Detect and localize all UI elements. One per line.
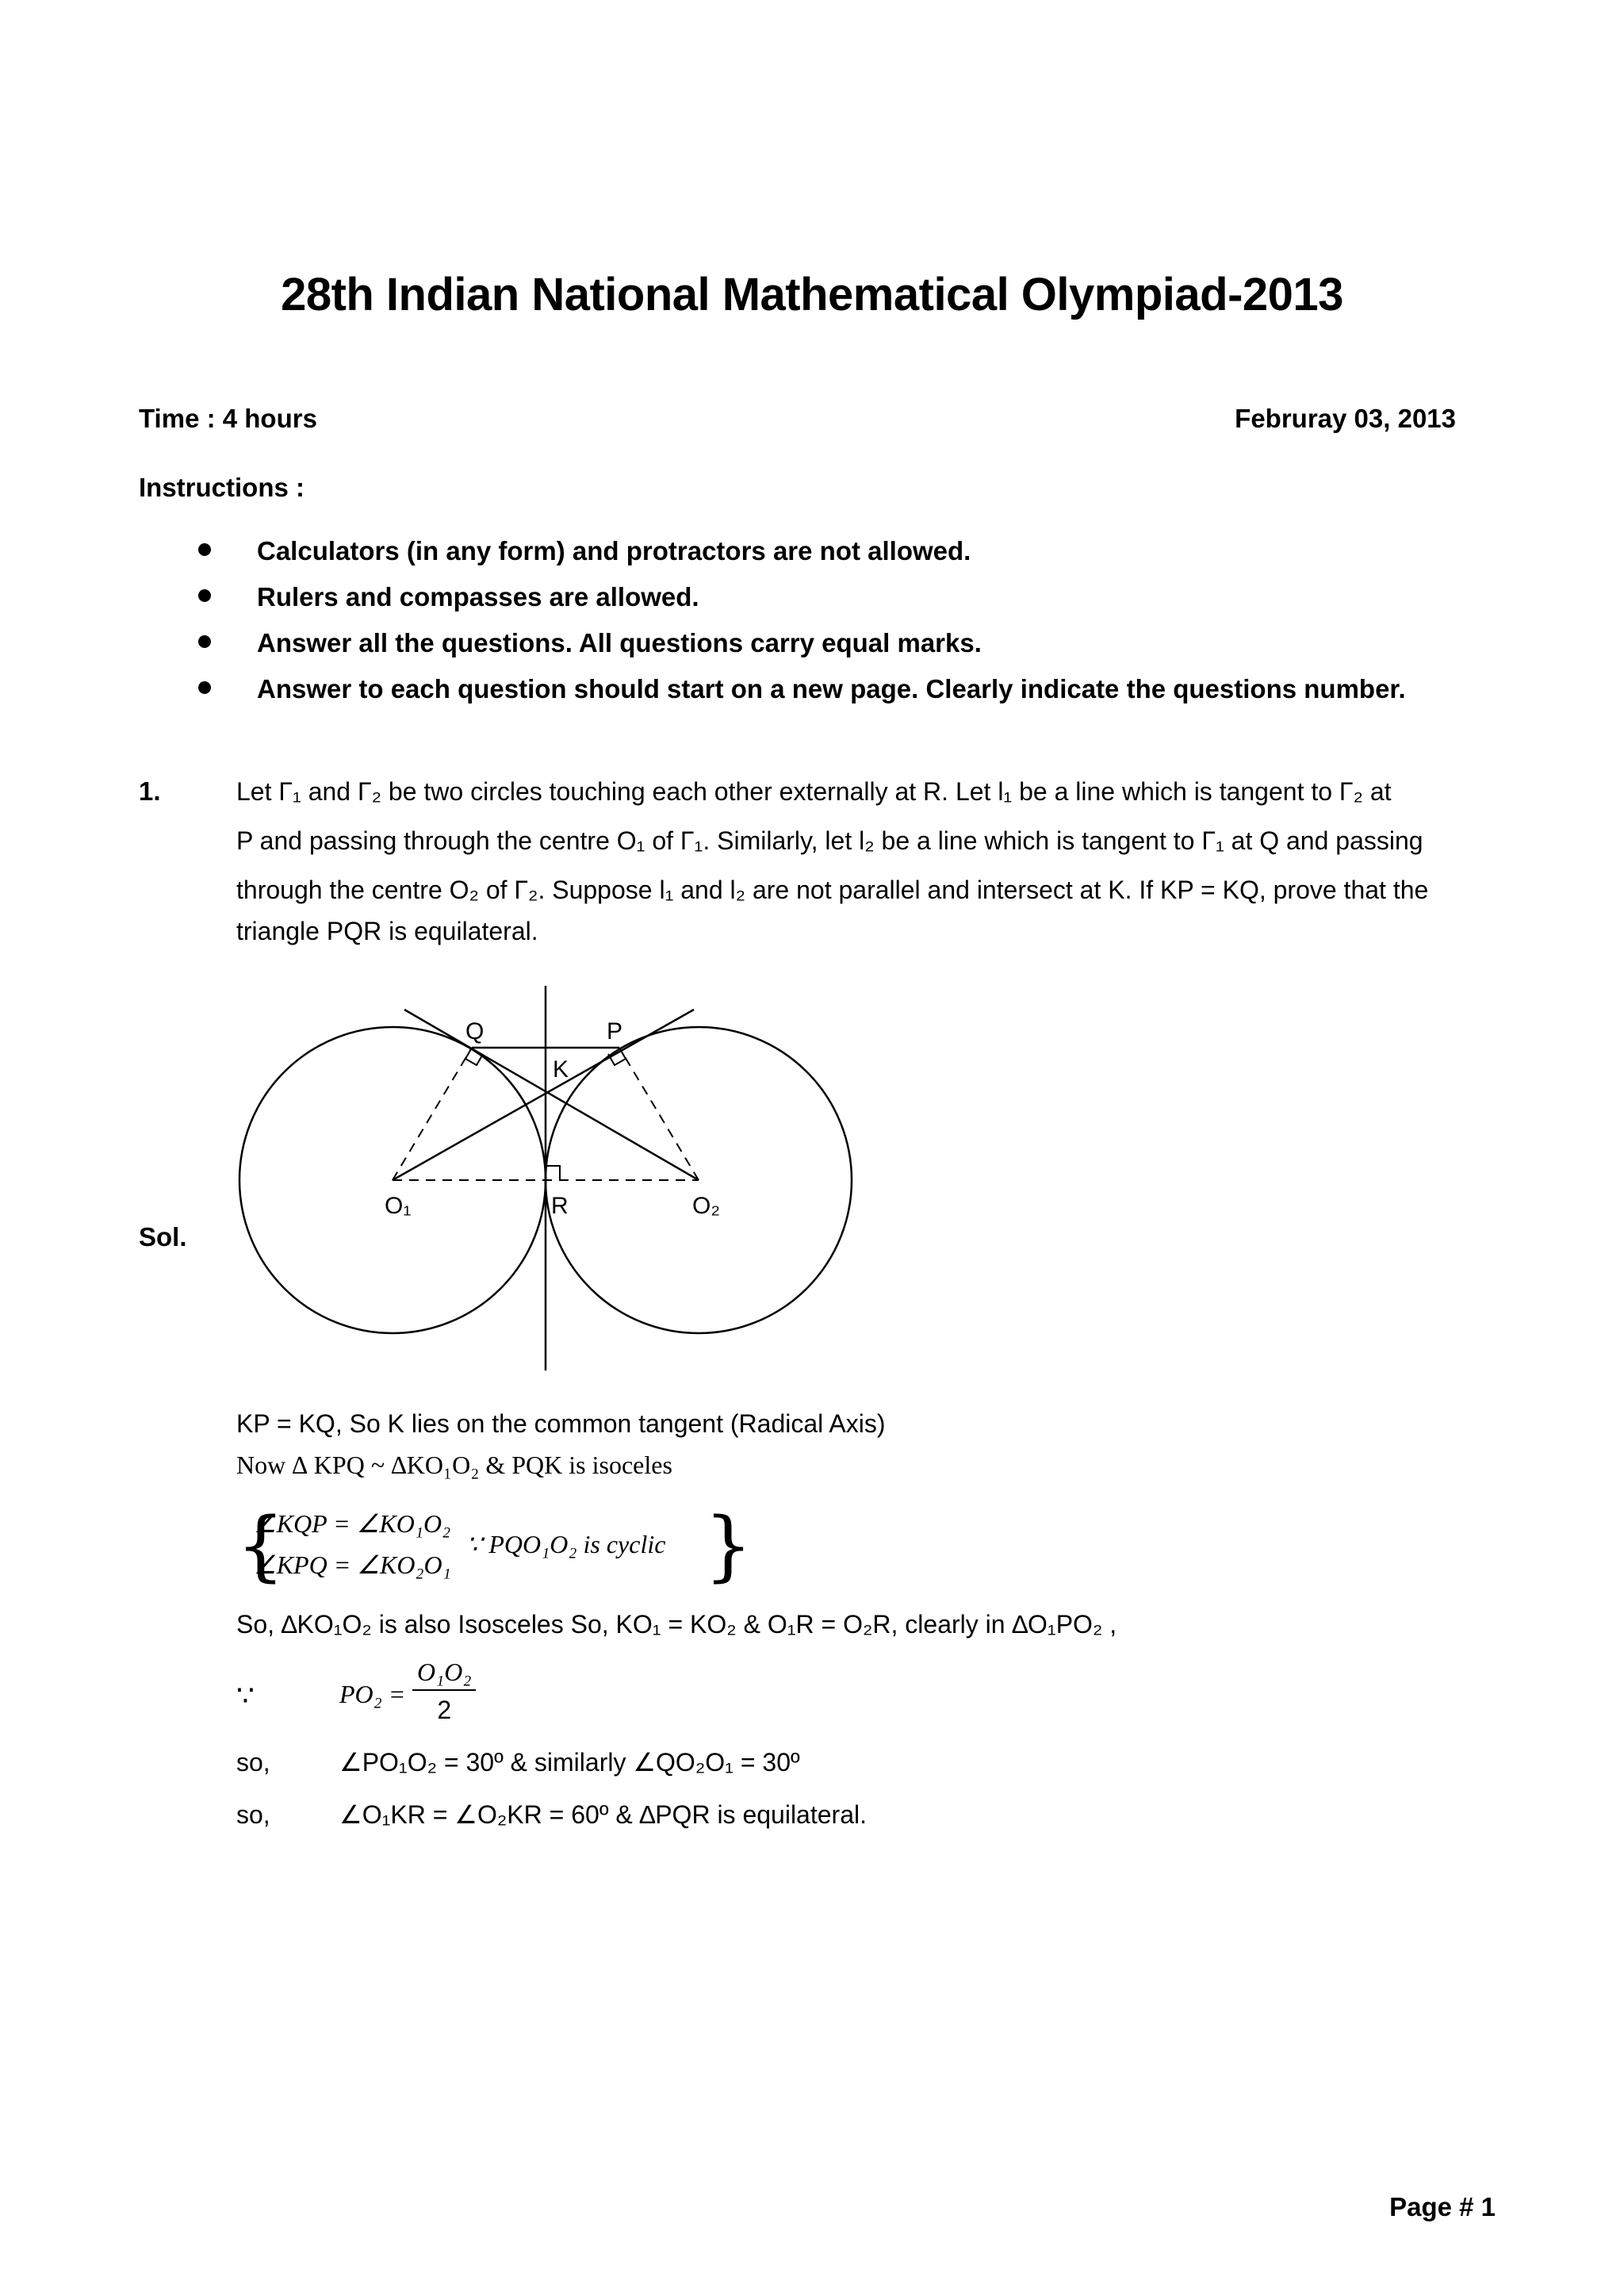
system-right: ∵ PQO₁O₂ is cyclic [466,1530,666,1558]
exam-date: Februray 03, 2013 [1235,404,1456,433]
because-symbol: ∵ [236,1679,255,1711]
geometry-figure [234,982,868,1378]
problem-line-4: triangle PQR is equilateral. [236,917,538,945]
so-line-1: ∠PO₁O₂ = 30º & similarly ∠QO₂O₁ = 30º [339,1748,800,1777]
right-brace: } [704,1501,753,1590]
so-line-2: ∠O₁KR = ∠O₂KR = 60º & ∆PQR is equilateral. [339,1800,867,1829]
dashed-o1-q [393,1048,472,1180]
solution-line-3: So, ∆KO₁O₂ is also Isosceles So, KO₁ = KO₂ & O₁R = O₂R, clearly in ∆O₁PO₂ , [236,1610,1117,1639]
instructions-heading: Instructions : [139,473,305,502]
fraction [412,1656,476,1726]
label-k: K [553,1056,569,1083]
right-angle-mark-r [546,1166,560,1180]
problem-number: 1. [139,776,161,806]
instruction-text: Calculators (in any form) and protractors are not allowed. [257,536,971,565]
fraction-numerator: O₁O₂ [412,1656,476,1691]
label-q: Q [465,1018,485,1045]
bullet-icon [198,681,211,694]
instruction-text: Answer all the questions. All questions carry equal marks. [257,628,982,657]
list-item [190,581,1554,627]
left-brace: { [236,1501,285,1590]
label-o2: O₂ [692,1193,720,1219]
page-title: 28th Indian National Mathematical Olympiad-2013 [281,269,1343,320]
bullet-icon [198,635,211,648]
bullet-icon [198,589,211,602]
page-number: Page # 1 [1389,2192,1496,2221]
exam-time: Time : 4 hours [139,404,317,433]
fraction-denominator: 2 [437,1696,452,1724]
problem-line-3: through the centre O₂ of Γ₂. Suppose l₁ and l₂ are not parallel and intersect at K. If KP = KQ, prove that the [236,876,1429,904]
fraction-o1o2-over-2 [412,1656,476,1726]
list-item [190,627,1554,673]
instruction-text: Rulers and compasses are allowed. [257,582,699,611]
dashed-o2-p [619,1048,699,1180]
equation-system [236,1501,753,1596]
list-item [190,673,1554,719]
instruction-text: Answer to each question should start on a new page. Clearly indicate the questions number. [257,674,1406,703]
list-item [190,535,1554,581]
system-top: ∠KQP = ∠KO₁O₂ [254,1509,451,1538]
solution-line-1: KP = KQ, So K lies on the common tangent (Radical Axis) [236,1409,886,1438]
system-bottom: ∠KPQ = ∠KO₂O₁ [254,1550,451,1579]
so-label-1: so, [236,1748,270,1777]
label-r: R [551,1193,569,1219]
label-p: P [607,1018,623,1045]
bullet-icon [198,543,211,556]
solution-label: Sol. [139,1222,187,1251]
problem-line-1: Let Γ₁ and Γ₂ be two circles touching each other externally at R. Let l₁ be a line which is tangent to Γ₂ at [236,777,1392,806]
so-label-2: so, [236,1800,270,1829]
problem-line-2: P and passing through the centre O₁ of Γ₁. Similarly, let l₂ be a line which is tangent to Γ₁ at Q and passing [236,826,1423,855]
instructions-list [190,535,1554,719]
line-l2 [404,1010,699,1180]
label-o1: O₁ [385,1193,412,1219]
po2-lhs: PO₂ = [339,1680,406,1708]
solution-line-2: Now ∆ KPQ ~ ∆KO₁O₂ & PQK is isoceles [236,1451,672,1479]
